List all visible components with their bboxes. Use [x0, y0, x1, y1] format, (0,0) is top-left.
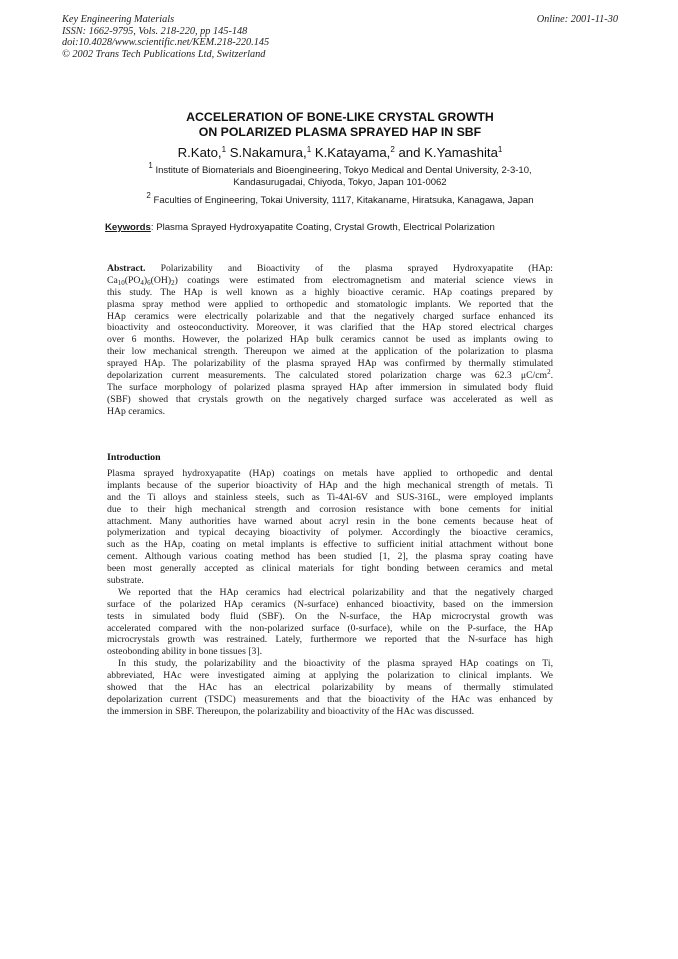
author-3-affiliation: 2 [390, 145, 395, 154]
online-date: Online: 2001-11-30 [536, 14, 618, 25]
issn-line: ISSN: 1662-9795, Vols. 218-220, pp 145-148 [62, 25, 248, 37]
intro-line: Plasma sprayed hydroxyapatite (HAp) coatings on metals have applied to orthopedic and dental [107, 468, 553, 479]
formula-part: (PO [124, 274, 141, 286]
formula-subscript: 6 [147, 278, 151, 287]
abstract-line: plasma spray method were applied to orthopedic and stomatologic implants. We reported that the [107, 298, 553, 310]
doi-line: doi:10.4028/www.scientific.net/KEM.218-220.145 [62, 37, 270, 49]
author-conjunction: and [398, 145, 421, 160]
paper-title-line-2: ON POLARIZED PLASMA SPRAYED HAP IN SBF [198, 125, 482, 139]
affiliation-1 [62, 161, 618, 177]
formula-part: Ca [107, 274, 118, 286]
intro-line: depolarization current (TSDC) measurements and that the bioactivity of the HAc was enhanced by [107, 693, 553, 705]
author-1-affiliation: 1 [221, 145, 227, 154]
intro-line: the immersion in SBF. Thereupon, the polarizability and bioactivity of the HAc was discussed. [107, 705, 475, 717]
abstract-line: bioactivity and osteoconductivity. Moreover, it was clarified that the HAp stored electrical charges [107, 322, 553, 334]
formula-part: ) [143, 274, 148, 286]
abstract-line: HAp ceramics were electrically polarizable and that the negatively charged surface enhanced its [107, 310, 553, 322]
intro-line: osteobonding ability in bone tissues [3]. [107, 646, 262, 658]
author-list [62, 145, 618, 160]
abstract-line [107, 275, 553, 287]
publication-header [62, 14, 618, 60]
abstract-line [107, 263, 553, 275]
formula-subscript: 4 [140, 278, 144, 287]
intro-line: microcrystals growth was restrained. Lately, furthermore we reported that the N-surface has high [107, 634, 553, 646]
intro-line: accelerated compared with the non-polarized surface (0-surface), while on the P-surface, the HAp [107, 622, 553, 634]
affiliation-1-mark: 1 [148, 161, 153, 170]
abstract-line: sprayed HAp. The polarizability of the plasma sprayed HAp was confirmed by thermally stimulated [107, 358, 553, 370]
affiliation-2 [62, 191, 618, 207]
abstract [107, 263, 553, 418]
abstract-line: HAp ceramics. [107, 405, 166, 417]
intro-line: showed that the HAc has an electrical polarizability by means of thermally stimulated [107, 682, 553, 694]
author-2-affiliation: 1 [306, 145, 312, 154]
intro-line: abbreviated, HAc were investigated aiming at applying the polarization to clinical implants. We [107, 670, 553, 682]
intro-line: In this study, the polarizability and the bioactivity of the plasma sprayed HAp coatings on Ti, [118, 658, 553, 670]
intro-line: such as the HAp, coating on metal implants is effective to sufficient initial attachment without bone [107, 539, 553, 551]
formula-part: (OH) [150, 274, 172, 286]
intro-line: tests in simulated body fluid (SBF). On the N-surface, the HAp microcrystal growth was [107, 610, 553, 622]
formula-subscript: 2 [171, 278, 175, 287]
paper-title-line-1: ACCELERATION OF BONE-LIKE CRYSTAL GROWTH [186, 110, 494, 124]
keywords [105, 222, 495, 233]
intro-line: attachment. Many authorities have warned about acryl resin in the bone cements because heat of [107, 515, 553, 527]
abstract-text: Polarizability and Bioactivity of the plasma sprayed Hydroxyapatite (HAp: [160, 263, 554, 274]
author-3: K.Katayama, [314, 145, 391, 160]
author-2: S.Nakamura, [229, 145, 307, 160]
intro-line: cement. Although various coating method has been studied [1, 2], the plasma spray coating have [107, 551, 553, 563]
intro-line: We reported that the HAp ceramics had electrical polarizability and that the negatively charged [118, 586, 553, 598]
intro-line: polymerization and typical decaying bioactivity of polymer. Accordingly the bioactive ceramics, [107, 527, 553, 539]
journal-name: Key Engineering Materials [62, 14, 175, 25]
introduction-heading: Introduction [107, 452, 161, 463]
author-1: R.Kato, [177, 145, 222, 160]
abstract-text: . [550, 370, 553, 382]
introduction-body [107, 468, 553, 718]
keywords-text: : Plasma Sprayed Hydroxyapatite Coating, Crystal Growth, Electrical Polarization [150, 222, 495, 233]
affiliation-1-line-2: Kandasurugadai, Chiyoda, Tokyo, Japan 101-0062 [233, 177, 447, 188]
author-4-affiliation: 1 [497, 145, 503, 154]
abstract-line: The surface morphology of polarized plasma sprayed HAp after immersion in simulated body fluid [107, 381, 553, 393]
abstract-line [107, 370, 553, 382]
intro-line: surface of the polarized HAp ceramics (N-surface) enhanced bioactivity, based on the immersion [107, 598, 553, 610]
intro-line: implants because of the superior bioactivity of HAp and the high mechanical strength of metals. Ti [107, 479, 553, 491]
affiliation-1-line-1: Institute of Biomaterials and Bioengineering, Tokyo Medical and Dental University, 2-3-10, [155, 165, 532, 176]
abstract-line: their low mechanical strength. Thereupon we aimed at the application of the polarization to plasma [107, 346, 553, 358]
copyright-line: © 2002 Trans Tech Publications Ltd, Switzerland [62, 48, 266, 60]
abstract-text: ) coatings were estimated from electromagnetism and material science views in [174, 274, 553, 286]
formula-subscript: 10 [117, 278, 125, 287]
unit-superscript: 2 [547, 368, 551, 377]
abstract-line: over 6 months. However, the polarized HAp bulk ceramics cannot be used as implants owing to [107, 334, 553, 346]
intro-line: due to their high mechanical strength and corrosion resistance with bone cements for initial [107, 503, 553, 515]
author-4: K.Yamashita [424, 145, 498, 160]
intro-line: substrate. [107, 575, 144, 587]
affiliation-2-mark: 2 [146, 191, 151, 200]
abstract-line: (SBF) showed that crystals growth on the negatively charged surface was accelerated as well as [107, 393, 553, 405]
keywords-label: Keywords [105, 222, 151, 233]
abstract-label: Abstract. [107, 263, 146, 274]
intro-line: been most generally accepted as clinical materials for tight bonding between ceramics and metal [107, 563, 553, 575]
affiliation-2-line-1: Faculties of Engineering, Tokai University, 1117, Kitakaname, Hiratsuka, Kanagawa, Japan [153, 195, 534, 206]
abstract-text: depolarization current measurements. The calculated stored polarization charge was 62.3 μC/cm [107, 370, 548, 382]
abstract-line: this study. The HAp is well known as a highly bioactive ceramic. HAp coatings prepared by [107, 286, 553, 298]
intro-line: and the Ti alloys and stainless steels, such as Ti-4Al-6V and SUS-316L, were employed implants [107, 491, 553, 503]
